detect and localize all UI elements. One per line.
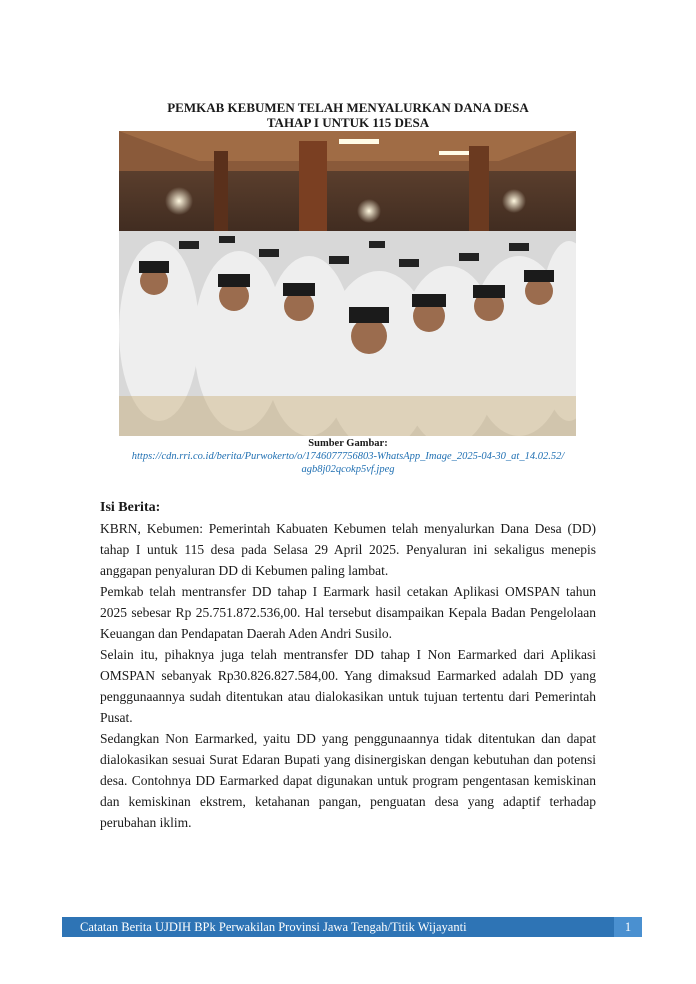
image-source-label: Sumber Gambar xyxy=(308,438,385,449)
news-photo xyxy=(119,131,576,436)
title-line-2: TAHAP I UNTUK 115 DESA xyxy=(266,115,430,130)
article-body xyxy=(100,500,596,833)
paragraph-2: Pemkab telah mentransfer DD tahap I Earmark hasil cetakan Aplikasi OMSPAN tahun 2025 sebesar Rp 25.751.872.536,00. Hal tersebut disampaikan Kepala Badan Pengelolaan Keuangan dan Pendapatan Daerah Aden Andri Susilo. xyxy=(100,584,596,641)
footer-text: Catatan Berita UJDIH BPk Perwakilan Provinsi Jawa Tengah/Titik Wijayanti xyxy=(80,920,467,934)
page-number: 1 xyxy=(614,917,642,937)
image-caption: Sumber Gambar: https://cdn.rri.co.id/berita/Purwokerto/o/1746077756803-WhatsApp_Image_2025-04-30_at_14.02.52/ agb8j02qcokp5vf.jpeg xyxy=(60,437,636,476)
image-source-url-line-2: agb8j02qcokp5vf.jpeg xyxy=(301,464,395,475)
image-source-url[interactable] xyxy=(60,450,636,476)
page-footer xyxy=(62,917,642,937)
paragraph-3: Selain itu, pihaknya juga telah mentransfer DD tahap I Non Earmarked dari Aplikasi OMSPAN sebanyak Rp30.826.827.584,00. Yang dimaksud Earmarked adalah DD yang penggunaannya sudah ditentukan atau dialokasikan untuk tujuan tertentu dari Pemerintah Pusat. xyxy=(100,647,596,725)
section-heading: Isi Berita: xyxy=(100,500,161,515)
paragraph-4: Sedangkan Non Earmarked, yaitu DD yang penggunaannya tidak ditentukan dan dapat dialokasikan sesuai Surat Edaran Bupati yang disinergiskan dengan kebutuhan dan potensi desa. Contohnya DD Earmarked dapat digunakan untuk program pengentasan kemiskinan dan kemiskinan ekstrem, ketahanan pangan, penguatan desa yang adaptif terhadap perubahan iklim. xyxy=(100,731,596,830)
image-source-url-line-1: https://cdn.rri.co.id/berita/Purwokerto/o/1746077756803-WhatsApp_Image_2025-04-30_at_14.02.52/ xyxy=(131,451,565,462)
title-line-1: PEMKAB KEBUMEN TELAH MENYALURKAN DANA DESA xyxy=(167,100,529,115)
document-title xyxy=(100,100,596,130)
paragraph-1: KBRN, Kebumen: Pemerintah Kabuaten Kebumen telah menyalurkan Dana Desa (DD) tahap I untuk 115 desa pada Selasa 29 April 2025. Penyaluran ini sekaligus menepis anggapan penyaluran DD di Kebumen paling lambat. xyxy=(100,521,596,578)
